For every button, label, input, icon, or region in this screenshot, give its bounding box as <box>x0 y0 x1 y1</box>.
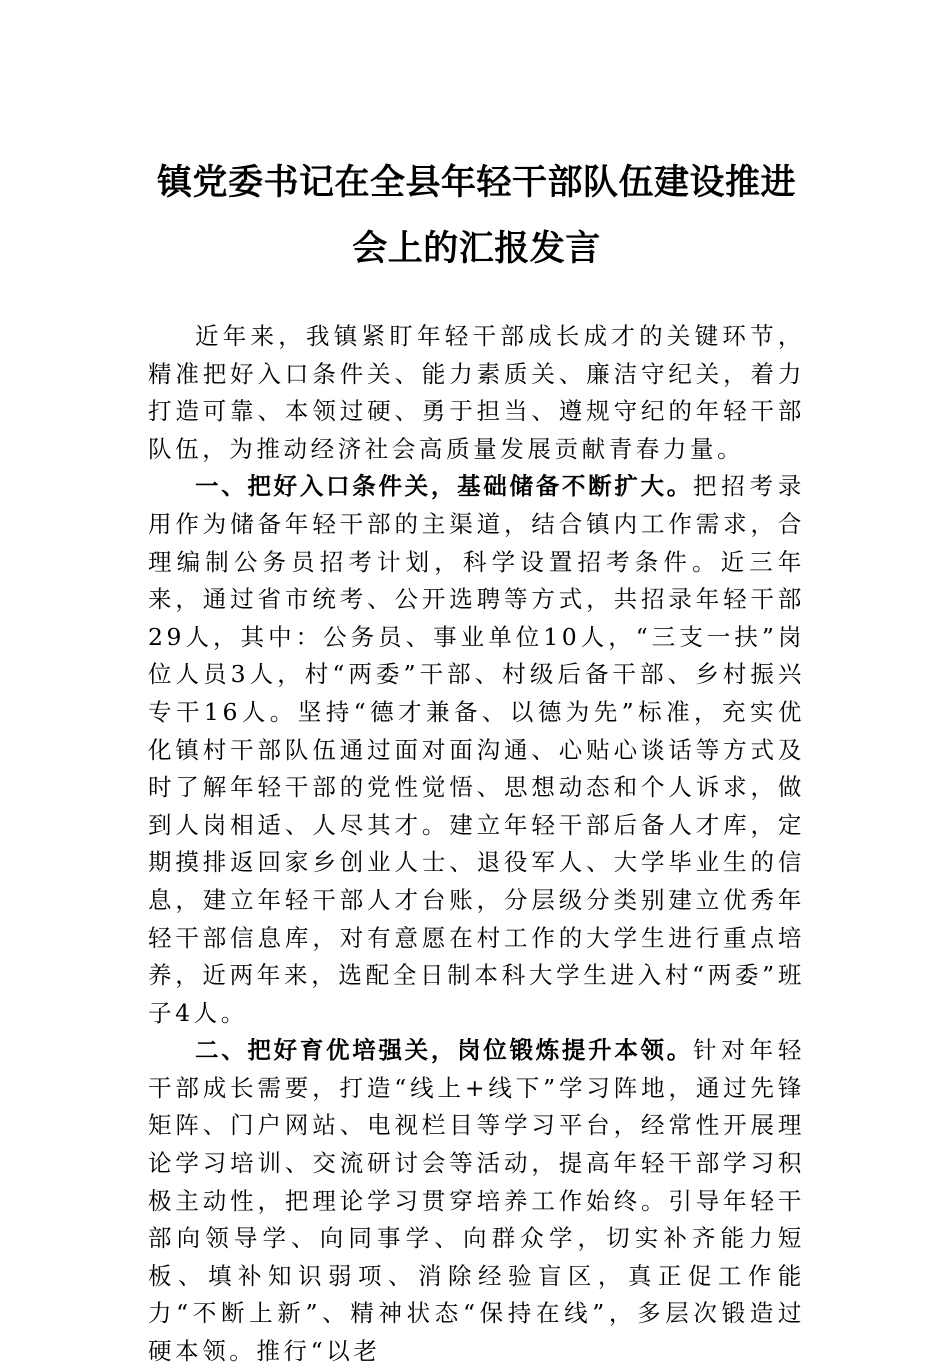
section-1-heading: 一、把好入口条件关，基础储备不断扩大。 <box>195 472 693 501</box>
document-title <box>148 150 805 282</box>
section-1-text: 把招考录用作为储备年轻干部的主渠道，结合镇内工作需求，合理编制公务员招考计划，科学设置招考条件。近三年来，通过省市统考、公开选聘等方式，共招录年轻干部29人，其中：公务员、事业单位10人，“三支一扶”岗位人员3人，村“两委”干部、村级后备干部、乡村振兴专干16人。坚持“德才兼备、以德为先”标准，充实优化镇村干部队伍通过面对面沟通、心贴心谈话等方式及时了解年轻干部的党性觉悟、思想动态和个人诉求，做到人岗相适、人尽其才。建立年轻干部后备人才库，定期摸排返回家乡创业人士、退役军人、大学毕业生的信息，建立年轻干部人才台账，分层级分类别建立优秀年轻干部信息库，对有意愿在村工作的大学生进行重点培养，近两年来，选配全日制本科大学生进入村“两委”班子4人。 <box>148 472 805 1027</box>
title-line-1: 镇党委书记在全县年轻干部队伍建设推进 <box>156 162 796 203</box>
intro-paragraph <box>148 318 805 468</box>
intro-text: 近年来，我镇紧盯年轻干部成长成才的关键环节，精准把好入口条件关、能力素质关、廉洁守纪关，着力打造可靠、本领过硬、勇于担当、遵规守纪的年轻干部队伍，为推动经济社会高质量发展贡献青春力量。 <box>148 322 805 463</box>
section-2-text: 针对年轻干部成长需要，打造“线上+线下”学习阵地，通过先锋矩阵、门户网站、电视栏目等学习平台，经常性开展理论学习培训、交流研讨会等活动，提高年轻干部学习积极主动性，把理论学习贯穿培养工作始终。引导年轻干部向领导学、向同事学、向群众学，切实补齐能力短板、填补知识弱项、消除经验盲区，真正促工作能力“不断上新”、精神状态“保持在线”，多层次锻造过硬本领。推行“以老 <box>148 1036 805 1366</box>
section-2-paragraph <box>148 1032 805 1370</box>
section-2-heading: 二、把好育优培强关，岗位锻炼提升本领。 <box>195 1036 693 1065</box>
title-line-2: 会上的汇报发言 <box>352 228 601 269</box>
section-1-paragraph <box>148 468 805 1032</box>
